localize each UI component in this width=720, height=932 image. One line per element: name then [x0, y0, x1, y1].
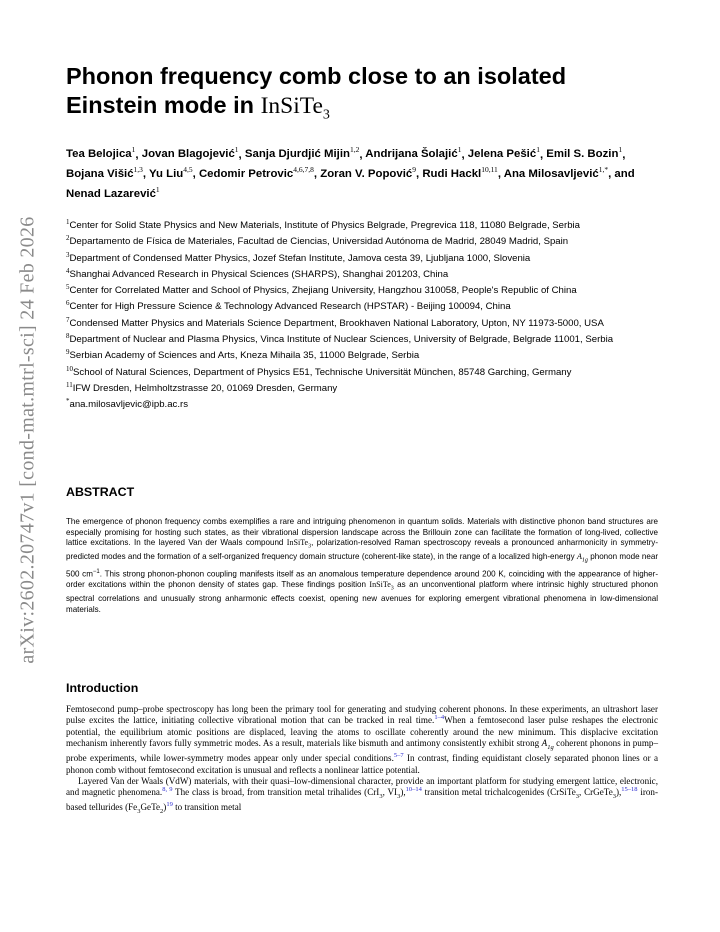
- author-name: Nenad Lazarević$^1$: [66, 185, 160, 201]
- citation-link[interactable]: 19: [166, 801, 173, 809]
- author-name: Bojana Višić$^{1,3}$: [66, 165, 143, 181]
- intro-paragraph-1: Femtosecond pump–probe spectroscopy has long been the primary tool for generating and studying coherent phonons. In these experiments, an ultrashort laser pulse excites the lattice, initiating collective vibrational motion that can be tracked in real time.$^{1-4}$When a femtosecond laser pulse reshapes the electronic potential, the equilibrium atomic positions are displaced, leaving the atoms to oscillate coherently around the new minimum. This displacive excitation mechanism inherently favors fully symmetric modes. As a result, materials like bismuth and antimony consistently exhibit strong $A_{1g}$ coherent phonons in pump–probe experiments, while lower-symmetry modes appear only under special conditions.$^{5-7}$ In contrast, finding equidistant closely separated phonon lines or a phonon comb without femtosecond excitation is unusual and reflects a nonlinear lattice potential.: [66, 704, 659, 775]
- author-name: Yu Liu$^{4,5}$: [149, 165, 193, 181]
- affiliation-item: $^7$Condensed Matter Physics and Materials Science Department, Brookhaven National Laboratory, Upton, NY 11973-5000, USA: [66, 315, 604, 329]
- abstract-heading: ABSTRACT: [66, 485, 135, 499]
- affiliation-item: $^8$Department of Nuclear and Plasma Physics, Vinca Institute of Nuclear Sciences, University of Belgrade, Belgrade 11001, Serbia: [66, 332, 614, 346]
- paper-title: Phonon frequency comb close to an isolated Einstein mode in InSiTe$_3$: [66, 63, 567, 123]
- author-name: Sanja Djurdjić Mijin$^{1,2}$: [244, 145, 360, 161]
- author-name: Jelena Pešić$^1$: [467, 145, 540, 161]
- author-name: Emil S. Bozin$^1$: [546, 145, 623, 161]
- affiliation-item: $^2$Departamento de Física de Materiales, Facultad de Ciencias, Universidad Autónoma de Madrid, 28049 Madrid, Spain: [66, 234, 569, 248]
- arxiv-sidebar: [6, 205, 50, 675]
- affiliation-item: $^1$Center for Solid State Physics and New Materials, Institute of Physics Belgrade, Pregrevica 118, 11080 Belgrade, Serbia: [66, 218, 581, 232]
- author-name: Andrijana Šolajić$^1$: [365, 145, 462, 161]
- affiliation-list: [66, 216, 658, 411]
- citation-link[interactable]: 8, 9: [162, 786, 173, 794]
- affiliation-item: $^4$Shanghai Advanced Research in Physical Sciences (SHARPS), Shanghai 201203, China: [66, 266, 449, 281]
- affiliation-item: $^9$Serbian Academy of Sciences and Arts, Kneza Mihaila 35, 11000 Belgrade, Serbia: [66, 348, 420, 362]
- author-name: Ana Milosavljević$^{1,*}$: [503, 165, 609, 181]
- arxiv-identifier: arXiv:2602.20747v1 [cond-mat.mtrl-sci] 24 Feb 2026: [16, 216, 39, 664]
- affiliation-item: $^{11}$IFW Dresden, Helmholtzstrasse 20, 01069 Dresden, Germany: [66, 380, 338, 395]
- citation-link[interactable]: 1–4: [434, 714, 445, 722]
- citation-link[interactable]: 5–7: [393, 752, 404, 760]
- affiliation-item: $^{10}$School of Natural Sciences, Department of Physics E51, Technische Universität München, 85748 Garching, Germany: [66, 364, 572, 378]
- author-name: Rudi Hackl$^{10,11}$: [422, 165, 498, 181]
- affiliation-item: $^5$Center for Correlated Matter and School of Physics, Zhejiang University, Hangzhou 310058, People's Republic of China: [66, 283, 577, 297]
- author-list: Tea Belojica$^1$, Jovan Blagojević$^1$, Sanja Djurdjić Mijin$^{1,2}$, Andrijana Šolajić$^1$, Jelena Pešić$^1$, Emil S. Bozin$^1$, Bojana Višić$^{1,3}$, Yu Liu$^{4,5}$, Cedomir Petrovic$^{4,6,7,8}$, Zoran V. Popović$^9$, Rudi Hackl$^{10,11}$, Ana Milosavljević$^{1,*}$, and Nenad Lazarević$^1$: [66, 145, 635, 201]
- abstract-text: The emergence of phonon frequency combs exemplifies a rare and intriguing phenomenon in quantum solids. Materials with distinctive phonon band structures are especially promising for hosting such states, as their vibrational dispersion landscape across the Brillouin zone can facilitate the formation of long-lived, collective lattice excitations. In the layered Van der Waals compound InSiTe$_3$, polarization-resolved Raman spectroscopy reveals a pronounced anharmonicity in symmetry-predicted modes and the formation of a self-organized frequency domain structure (coherent-like state), in the range of a localized high-energy $A_{1g}$ phonon mode near 500 $cm^{-1}$. This strong phonon-phonon coupling manifests itself as an anomalous temperature dependence around 200 K, coinciding with the appearance of higher-order excitations within the phonon density of states gap. These findings position InSiTe$_3$ as an unconventional platform where intrinsic highly structured phonon spectral correlations and unusually strong anharmonic effects coexist, opening new avenues for exploring emergent vibrational phenomena in low-dimensional materials.: [66, 517, 658, 614]
- affiliation-item: $^3$Department of Condensed Matter Physics, Jozef Stefan Institute, Jamova cesta 39, Ljubljana 1000, Slovenia: [66, 250, 531, 264]
- author-name: Tea Belojica$^1$: [66, 145, 136, 161]
- introduction-text: [66, 704, 658, 818]
- author-name: Cedomir Petrovic$^{4,6,7,8}$: [198, 165, 314, 181]
- title-formula: InSiTe$_3$: [260, 93, 330, 123]
- author-name: Jovan Blagojević$^1$: [141, 145, 239, 161]
- affiliation-item: $^6$Center for High Pressure Science & Technology Advanced Research (HPSTAR) - Beijing 100094, China: [66, 299, 511, 313]
- introduction-heading: Introduction: [66, 681, 139, 695]
- author-name: Zoran V. Popović$^9$: [320, 165, 416, 181]
- citation-link[interactable]: 10–14: [405, 786, 422, 794]
- affiliation-item: *ana.milosavljevic@ipb.ac.rs: [66, 397, 189, 411]
- paper-page: [66, 62, 659, 816]
- citation-link[interactable]: 15–18: [621, 786, 638, 794]
- intro-paragraph-2: Layered Van der Waals (VdW) materials, with their quasi–low-dimensional character, provide an important platform for studying emergent lattice, electronic, and magnetic phenomena.$^{8, 9}$ The class is broad, from transition metal trihalides (CrI$_3$, $VI_3),^{10-14}$ transition metal trichalcogenides (CrSiTe$_3$, CrGeTe$_3$),$^{15-18}$ iron-based tellurides $(Fe_3GeTe_2)^{19}$ to transition metal: [66, 775, 658, 816]
